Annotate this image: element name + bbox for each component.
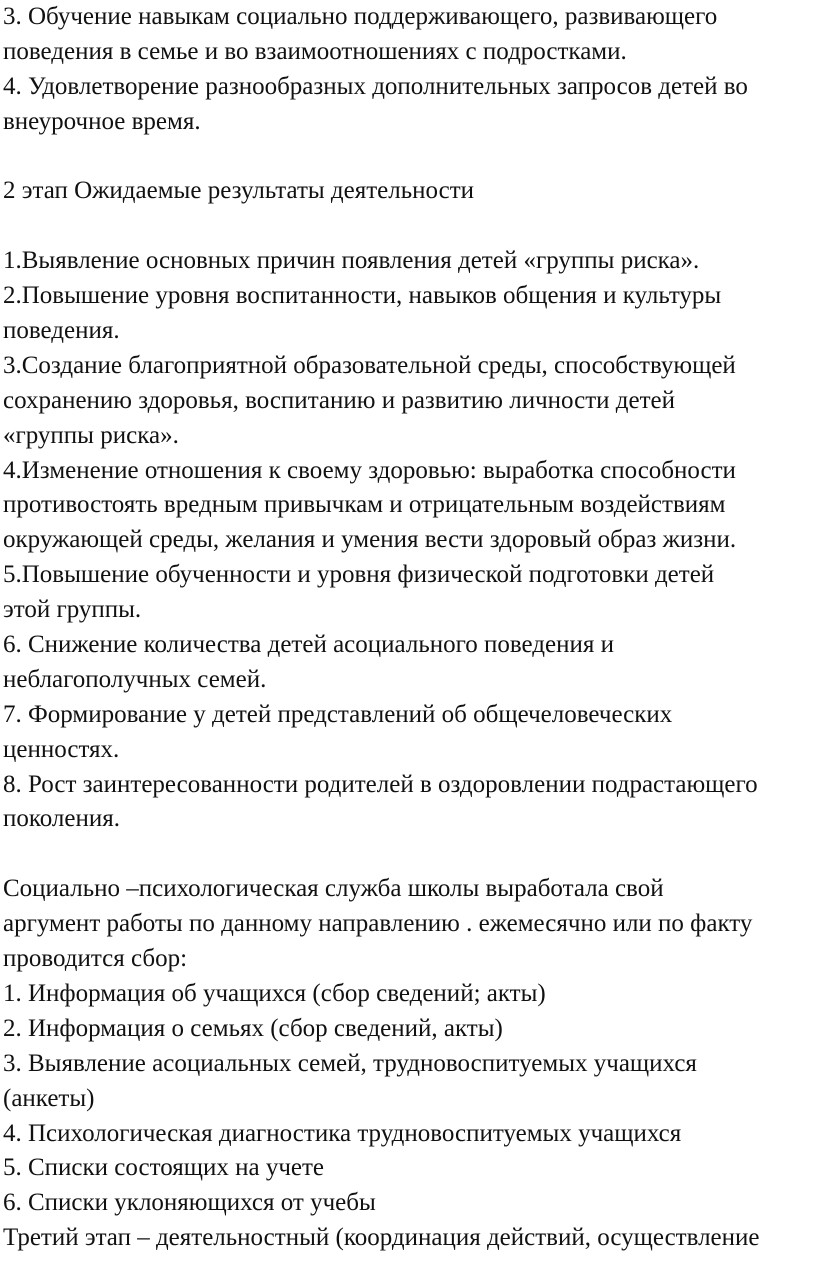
result-line: ценностях. [3,735,120,763]
result-line: поколения. [3,805,121,833]
collection-item: 5. Списки состоящих на учете [3,1154,325,1182]
text-line: поведения в семье и во взаимоотношениях с подростками. [3,37,627,65]
result-line: этой группы. [3,596,142,624]
result-line: 5.Повышение обученности и уровня физической подготовки детей [3,561,715,589]
collection-item: 2. Информация о семьях (сбор сведений, акты) [3,1014,503,1042]
collection-item: 3. Выявление асоциальных семей, трудновоспитуемых учащихся [3,1049,697,1077]
result-line: противостоять вредным привычкам и отрицательным воздействиям [3,491,726,519]
text-line: 3. Обучение навыкам социально поддерживающего, развивающего [3,3,718,30]
result-line: поведения. [3,317,120,345]
result-line: 8. Рост заинтересованности родителей в оздоровлении подрастающего [3,770,758,798]
result-line: 1.Выявление основных причин появления детей «группы риска». [3,247,700,275]
text-line: 4. Удовлетворение разнообразных дополнительных запросов детей во [3,72,748,100]
service-paragraph-line: проводится сбор: [3,945,188,973]
result-line: 6. Снижение количества детей асоциального поведения и [3,631,614,659]
document-body [3,0,814,1256]
collection-item: 4. Психологическая диагностика трудновоспитуемых учащихся [3,1119,682,1147]
result-line: 4.Изменение отношения к своему здоровью: выработка способности [3,456,736,484]
result-line: неблагополучных семей. [3,665,267,693]
result-line: 3.Создание благоприятной образовательной среды, способствующей [3,351,736,379]
blank-line [3,209,814,244]
result-line: сохранению здоровья, воспитанию и развитию личности детей [3,386,676,414]
result-line: окружающей среды, желания и умения вести здоровый образ жизни. [3,526,737,554]
collection-item: 6. Списки уклоняющихся от учебы [3,1189,376,1217]
service-paragraph-line: аргумент работы по данному направлению . ежемесячно или по факту [3,910,753,938]
result-line: «группы риска». [3,421,179,449]
collection-item: 1. Информация об учащихся (сбор сведений; акты) [3,979,546,1007]
blank-line [3,140,814,175]
stage2-heading: 2 этап Ожидаемые результаты деятельности [3,177,475,205]
collection-item: (анкеты) [3,1084,95,1112]
text-line: внеурочное время. [3,107,201,135]
blank-line [3,837,814,872]
service-paragraph-line: Социально –психологическая служба школы выработала свой [3,875,664,903]
result-line: 2.Повышение уровня воспитанности, навыков общения и культуры [3,282,722,310]
result-line: 7. Формирование у детей представлений об общечеловеческих [3,700,673,728]
stage3-line: Третий этап – деятельностный (координация действий, осуществление [3,1224,760,1252]
